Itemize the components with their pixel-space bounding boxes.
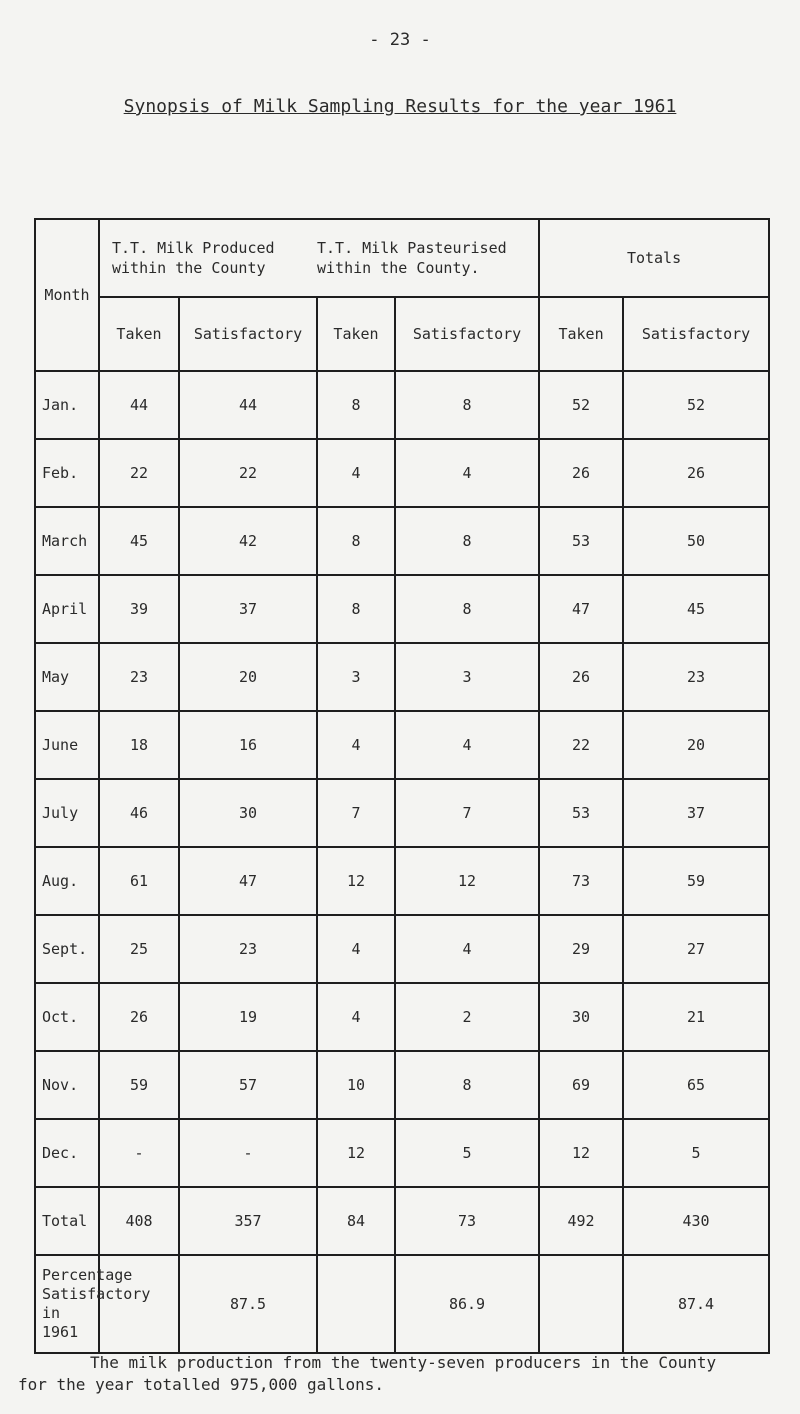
value-cell: 57 (179, 1051, 317, 1119)
table-row (35, 643, 769, 711)
footer-line-1: The milk production from the twenty-seven producers in the County (90, 1353, 717, 1372)
value-cell: 26 (99, 983, 179, 1051)
value-cell: 22 (99, 439, 179, 507)
total-value-cell: 492 (539, 1187, 623, 1255)
percentage-value-cell: 86.9 (395, 1255, 539, 1353)
value-cell: 8 (317, 371, 395, 439)
month-cell: Nov. (35, 1051, 99, 1119)
value-cell: 27 (623, 915, 769, 983)
month-cell: May (35, 643, 99, 711)
value-cell: 23 (99, 643, 179, 711)
month-cell: Sept. (35, 915, 99, 983)
value-cell: 21 (623, 983, 769, 1051)
percentage-label-line: Percentage (42, 1266, 133, 1284)
subheader-satisfactory: Satisfactory (395, 297, 539, 371)
group-header-pasteurised (317, 238, 507, 278)
group-header-pasteurised-line1: T.T. Milk Pasteurised (317, 239, 507, 257)
value-cell: - (179, 1119, 317, 1187)
value-cell: 61 (99, 847, 179, 915)
month-cell: Feb. (35, 439, 99, 507)
subheader-satisfactory: Satisfactory (623, 297, 769, 371)
value-cell: 26 (623, 439, 769, 507)
value-cell: 3 (395, 643, 539, 711)
table-row (35, 1119, 769, 1187)
page-title: Synopsis of Milk Sampling Results for the year 1961 (123, 96, 677, 117)
value-cell: 4 (395, 439, 539, 507)
footer-note (18, 1352, 778, 1396)
value-cell: 39 (99, 575, 179, 643)
value-cell: 4 (395, 711, 539, 779)
value-cell: 25 (99, 915, 179, 983)
value-cell: 8 (395, 1051, 539, 1119)
group-header-pasteurised-line2: within the County. (317, 259, 480, 277)
value-cell: 4 (317, 711, 395, 779)
value-cell: 65 (623, 1051, 769, 1119)
total-value-cell: 84 (317, 1187, 395, 1255)
value-cell: 22 (539, 711, 623, 779)
table-row (35, 439, 769, 507)
value-cell: 12 (395, 847, 539, 915)
month-cell: Oct. (35, 983, 99, 1051)
value-cell: 18 (99, 711, 179, 779)
group-header-produced (112, 238, 317, 278)
value-cell: 47 (539, 575, 623, 643)
value-cell: 26 (539, 643, 623, 711)
value-cell: 44 (99, 371, 179, 439)
value-cell: 59 (99, 1051, 179, 1119)
value-cell: 16 (179, 711, 317, 779)
percentage-value-cell: 87.4 (623, 1255, 769, 1353)
subheader-satisfactory: Satisfactory (179, 297, 317, 371)
value-cell: 4 (317, 983, 395, 1051)
value-cell: 53 (539, 779, 623, 847)
total-label: Total (35, 1187, 99, 1255)
footer-line-2: for the year totalled 975,000 gallons. (18, 1375, 385, 1394)
table-row (35, 371, 769, 439)
total-value-cell: 408 (99, 1187, 179, 1255)
subheader-taken: Taken (539, 297, 623, 371)
value-cell: - (99, 1119, 179, 1187)
value-cell: 30 (539, 983, 623, 1051)
value-cell: 4 (395, 915, 539, 983)
percentage-row (35, 1255, 769, 1353)
value-cell: 22 (179, 439, 317, 507)
value-cell: 8 (395, 507, 539, 575)
table-row (35, 507, 769, 575)
total-row (35, 1187, 769, 1255)
month-cell: March (35, 507, 99, 575)
value-cell: 45 (623, 575, 769, 643)
value-cell: 44 (179, 371, 317, 439)
value-cell: 46 (99, 779, 179, 847)
value-cell: 69 (539, 1051, 623, 1119)
subheader-row (35, 297, 769, 371)
value-cell: 8 (317, 507, 395, 575)
value-cell: 52 (623, 371, 769, 439)
percentage-label-line: in 1961 (42, 1304, 79, 1341)
table-row (35, 779, 769, 847)
month-cell: Dec. (35, 1119, 99, 1187)
table-row (35, 915, 769, 983)
percentage-label-line: Satisfactory (42, 1285, 151, 1303)
month-cell: Aug. (35, 847, 99, 915)
value-cell: 5 (623, 1119, 769, 1187)
value-cell: 42 (179, 507, 317, 575)
table-row (35, 1051, 769, 1119)
empty-cell (539, 1255, 623, 1353)
value-cell: 37 (623, 779, 769, 847)
percentage-label (35, 1255, 151, 1353)
value-cell: 4 (317, 915, 395, 983)
value-cell: 52 (539, 371, 623, 439)
value-cell: 8 (395, 575, 539, 643)
value-cell: 73 (539, 847, 623, 915)
value-cell: 37 (179, 575, 317, 643)
value-cell: 12 (539, 1119, 623, 1187)
empty-cell (317, 1255, 395, 1353)
value-cell: 4 (317, 439, 395, 507)
value-cell: 10 (317, 1051, 395, 1119)
table-row (35, 575, 769, 643)
value-cell: 19 (179, 983, 317, 1051)
value-cell: 7 (317, 779, 395, 847)
group-header-totals: Totals (539, 219, 769, 297)
table-row (35, 847, 769, 915)
sampling-results-table (34, 218, 770, 1354)
value-cell: 45 (99, 507, 179, 575)
month-header: Month (35, 219, 99, 371)
header-row (35, 219, 769, 297)
value-cell: 2 (395, 983, 539, 1051)
table-row (35, 711, 769, 779)
value-cell: 53 (539, 507, 623, 575)
value-cell: 59 (623, 847, 769, 915)
month-cell: July (35, 779, 99, 847)
value-cell: 23 (179, 915, 317, 983)
value-cell: 12 (317, 847, 395, 915)
page-number: - 23 - (369, 30, 431, 50)
value-cell: 47 (179, 847, 317, 915)
value-cell: 26 (539, 439, 623, 507)
total-value-cell: 430 (623, 1187, 769, 1255)
month-cell: Jan. (35, 371, 99, 439)
group-header-produced-line2: within the County (112, 259, 266, 277)
subheader-taken: Taken (317, 297, 395, 371)
value-cell: 50 (623, 507, 769, 575)
total-value-cell: 73 (395, 1187, 539, 1255)
table-row (35, 983, 769, 1051)
value-cell: 3 (317, 643, 395, 711)
percentage-value-cell: 87.5 (179, 1255, 317, 1353)
value-cell: 8 (395, 371, 539, 439)
value-cell: 20 (623, 711, 769, 779)
value-cell: 23 (623, 643, 769, 711)
value-cell: 5 (395, 1119, 539, 1187)
value-cell: 29 (539, 915, 623, 983)
value-cell: 30 (179, 779, 317, 847)
subheader-taken: Taken (99, 297, 179, 371)
value-cell: 20 (179, 643, 317, 711)
value-cell: 7 (395, 779, 539, 847)
value-cell: 12 (317, 1119, 395, 1187)
group-header-produced-line1: T.T. Milk Produced (112, 239, 275, 257)
month-cell: April (35, 575, 99, 643)
month-cell: June (35, 711, 99, 779)
value-cell: 8 (317, 575, 395, 643)
group-header-milk (99, 219, 539, 297)
total-value-cell: 357 (179, 1187, 317, 1255)
